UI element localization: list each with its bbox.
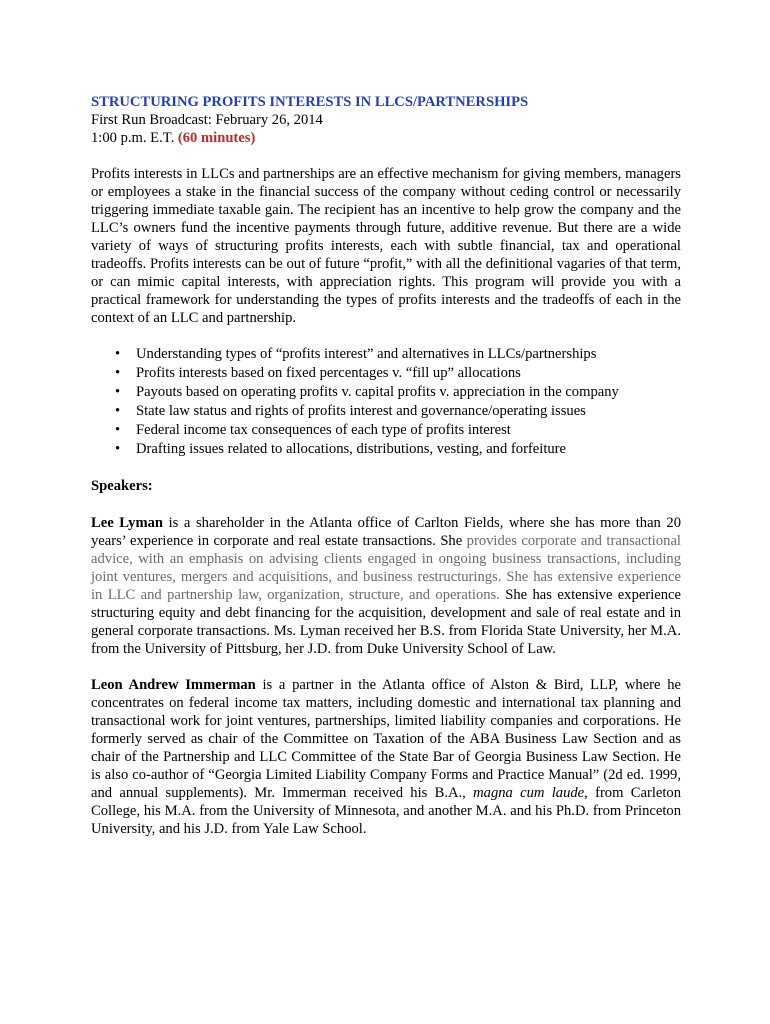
speaker-bio-immerman	[91, 676, 681, 838]
speakers-heading: Speakers:	[91, 478, 153, 494]
document-title: STRUCTURING PROFITS INTERESTS IN LLCS/PARTNERSHIPS	[91, 94, 529, 110]
bullet-icon: •	[115, 422, 121, 438]
list-item-text: Payouts based on operating profits v. capital profits v. appreciation in the company	[136, 384, 619, 400]
list-item-text: Understanding types of “profits interest” and alternatives in LLCs/partnerships	[136, 346, 597, 362]
list-item	[115, 383, 681, 402]
broadcast-time	[91, 129, 681, 147]
speaker-name: Leon Andrew Immerman	[91, 677, 256, 693]
bio-text: She has extensive experience structuring equity and debt financing for the acquisition, development and sale of real estate and in general corporate transactions. Ms. Lyman received her B.S. from Florida State University, her M.A. from the University of Pittsburg, her J.D. from Duke University School of Law.	[91, 587, 681, 657]
bullet-icon: •	[115, 403, 121, 419]
list-item-text: Drafting issues related to allocations, distributions, vesting, and forfeiture	[136, 441, 567, 457]
intro-paragraph: Profits interests in LLCs and partnerships are an effective mechanism for giving members, managers or employees a stake in the financial success of the company without ceding control or necessarily triggering immediate taxable gain. The recipient has an incentive to help grow the company and the LLC’s owners fund the incentive payments through future, additive revenue. But there are a wide variety of ways of structuring profits interests, each with subtle financial, tax and operational tradeoffs. Profits interests can be out of future “profit,” with all the definitional vagaries of that term, or can mimic capital interests, with appreciation rights. This program will provide you with a practical framework for understanding the types of profits interests and the tradeoffs of each in the context of an LLC and partnership.	[91, 166, 681, 326]
list-item-text: State law status and rights of profits interest and governance/operating issues	[136, 403, 586, 419]
bio-text-italic: magna cum laude	[473, 785, 585, 801]
duration-text: (60 minutes)	[177, 130, 256, 146]
bullet-icon: •	[115, 365, 121, 381]
bullet-icon: •	[115, 346, 121, 362]
list-item	[115, 440, 681, 459]
broadcast-date: First Run Broadcast: February 26, 2014	[91, 112, 323, 128]
bio-text: is a shareholder in the Atlanta office of Carlton Fields, where she has more than 20 years’ experience in corporate and real estate transactions. She	[91, 515, 681, 549]
list-item-text: Federal income tax consequences of each type of profits interest	[136, 422, 511, 438]
bio-text: is a partner in the Atlanta office of Alston & Bird, LLP, where he concentrates on federal income tax matters, including domestic and international tax planning and transactional work for joint ventures, partnerships, limited liability companies and corporations. He formerly served as chair of the Committee on Taxation of the ABA Business Law Section and as chair of the Partnership and LLC Committee of the State Bar of Georgia Business Law Section. He is also co-author of “Georgia Limited Liability Company Forms and Practice Manual” (2d ed. 1999, and annual supplements). Mr. Immerman received his B.A.,	[91, 677, 681, 801]
topic-list	[91, 345, 681, 459]
bullet-icon: •	[115, 384, 121, 400]
list-item-text: Profits interests based on fixed percentages v. “fill up” allocations	[136, 365, 521, 381]
list-item	[115, 345, 681, 364]
document-page	[91, 93, 681, 838]
bullet-icon: •	[115, 441, 121, 457]
list-item	[115, 421, 681, 440]
speaker-bio-lyman	[91, 514, 681, 658]
list-item	[115, 402, 681, 421]
bio-text-gray: provides corporate and transactional advice, with an emphasis on advising clients engaged in ongoing business transactions, including joint ventures, mergers and acquisitions, and business restructurings. She has extensive experience in LLC and partnership law, organization, structure, and operations.	[91, 533, 681, 603]
speaker-name: Lee Lyman	[91, 515, 164, 531]
bio-text: , from Carleton College, his M.A. from the University of Minnesota, and another M.A. and his Ph.D. from Princeton University, and his J.D. from Yale Law School.	[91, 785, 681, 837]
list-item	[115, 364, 681, 383]
time-text: 1:00 p.m. E.T.	[91, 130, 178, 146]
